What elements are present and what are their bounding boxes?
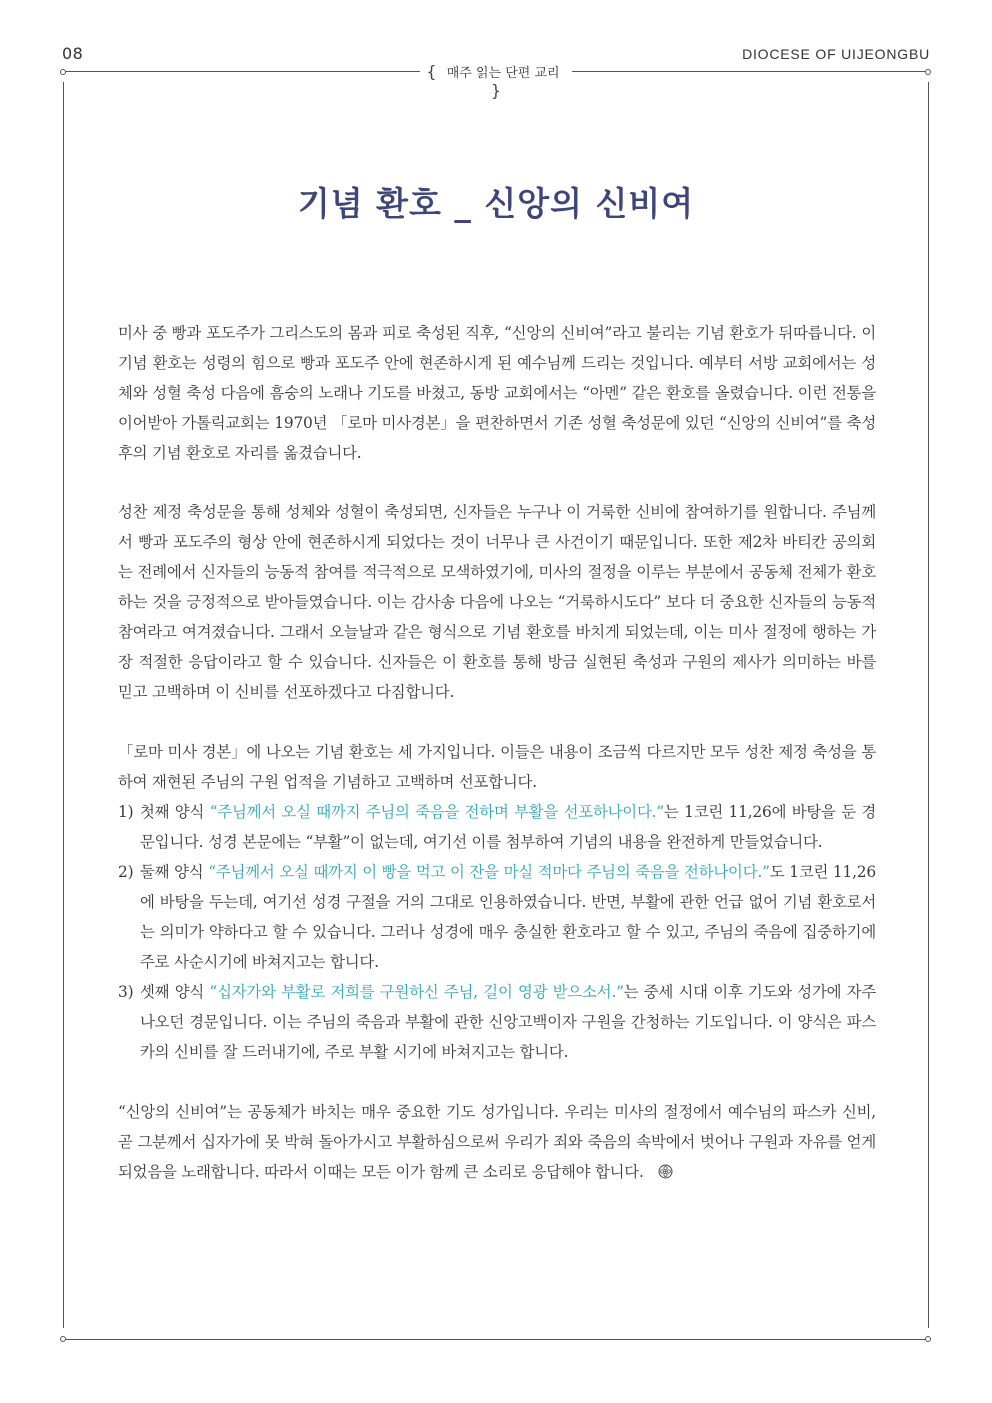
item-lead: 둘째 양식 <box>140 863 209 881</box>
item-lead: 첫째 양식 <box>140 803 210 821</box>
item-text: 는 1코린 11,26에 바탕을 둔 경문입니다. 성경 본문에는 “부활”이 없는데, 여기선 이를 첨부하여 기념의 내용을 완전하게 만들었습니다. <box>140 803 876 851</box>
acclamation-quote: “주님께서 오실 때까지 주님의 죽음을 전하며 부활을 선포하나이다.” <box>209 803 664 821</box>
paragraph-intro: 미사 중 빵과 포도주가 그리스도의 몸과 피로 축성된 직후, “신앙의 신비여”라고 불리는 기념 환호가 뒤따릅니다. 이 기념 환호는 성령의 힘으로 빵과 포도주 안에 현존하시게 된 예수님께 드리는 것입니다. 예부터 서방 교회에서는 성체와 성혈 축성 다음에 흠숭의 노래나 기도를 바쳤고, 동방 교회에서는 “아멘” 같은 환호를 올렸습니다. 이런 전통을 이어받아 가톨릭교회는 1970년 「로마 미사경본」을 편찬하면서 기존 성혈 축성문에 있던 “신앙의 신비여”를 축성 후의 기념 환호로 자리를 옮겼습니다. <box>118 324 876 462</box>
conclusion-text: “신앙의 신비여”는 공동체가 바치는 매우 중요한 기도 성가입니다. 우리는 미사의 절정에서 예수님의 파스카 신비, 곧 그분께서 십자가에 못 박혀 돌아가시고 부활하심으로써 우리가 죄와 죽음의 속박에서 벗어나 구원과 자유를 얻게 되었음을 노래합니다. 따라서 이때는 모든 이가 함께 큰 소리로 응답해야 합니다. <box>118 1103 876 1181</box>
item-text: 도 1코린 11,26에 바탕을 두는데, 여기선 성경 구절을 거의 그대로 인용하였습니다. 반면, 부활에 관한 언급 없어 기념 환호로서는 의미가 약하다고 할 수 있습니다. 그러나 성경에 매우 충실한 환호라고 할 수 있고, 주님의 죽음에 집중하기에 주로 사순시기에 바쳐지고는 합니다. <box>140 863 876 971</box>
frame-bottom-rule <box>64 1339 928 1340</box>
series-label <box>420 62 572 100</box>
frame-left-rule <box>63 82 64 1328</box>
paragraph-conclusion <box>118 1097 876 1187</box>
publisher-name: DIOCESE OF UIJEONGBU <box>742 46 930 62</box>
brace-open: { <box>426 62 437 81</box>
acclamation-item-2 <box>118 857 876 977</box>
item-number: 1) <box>118 803 134 821</box>
flower-ornament-icon <box>658 1164 673 1179</box>
page-number: 08 <box>62 44 84 63</box>
acclamation-quote: “주님께서 오실 때까지 이 빵을 먹고 이 잔을 마실 적마다 주님의 죽음을 전하나이다.” <box>208 863 770 881</box>
series-title: 매주 읽는 단편 교리 <box>446 66 560 81</box>
acclamation-quote: “십자가와 부활로 저희를 구원하신 주님, 길이 영광 받으소서.” <box>209 983 624 1001</box>
acclamation-item-3 <box>118 977 876 1067</box>
frame-corner-dot <box>925 69 931 75</box>
acclamation-item-1 <box>118 797 876 857</box>
frame-corner-dot <box>60 1336 66 1342</box>
brace-close: } <box>490 81 502 100</box>
paragraph-three-forms: 「로마 미사 경본」에 나오는 기념 환호는 세 가지입니다. 이들은 내용이 조금씩 다르지만 모두 성찬 제정 축성을 통하여 재현된 주님의 구원 업적을 기념하고 고백하며 선포합니다. <box>118 743 876 791</box>
item-number: 2) <box>118 863 134 881</box>
article-body <box>118 318 876 1187</box>
page-title: 기념 환호 _ 신앙의 신비여 <box>297 184 695 223</box>
item-text: 는 중세 시대 이후 기도와 성가에 자주 나오던 경문입니다. 이는 주님의 죽음과 부활에 관한 신앙고백이자 구원을 간청하는 기도입니다. 이 양식은 파스카의 신비를 잘 드러내기에, 주로 부활 시기에 바쳐지고는 합니다. <box>140 983 876 1061</box>
frame-corner-dot <box>60 69 66 75</box>
frame-corner-dot <box>925 1336 931 1342</box>
paragraph-participation: 성찬 제정 축성문을 통해 성체와 성혈이 축성되면, 신자들은 누구나 이 거룩한 신비에 참여하기를 원합니다. 주님께서 빵과 포도주의 형상 안에 현존하시게 되었다는 것이 너무나 큰 사건이기 때문입니다. 또한 제2차 바티칸 공의회는 전례에서 신자들의 능동적 참여를 적극적으로 모색하였기에, 미사의 절정을 이루는 부분에서 공동체 전체가 환호하는 것을 긍정적으로 받아들였습니다. 이는 감사송 다음에 나오는 “거룩하시도다” 보다 더 중요한 신자들의 능동적 참여라고 여겨졌습니다. 그래서 오늘날과 같은 형식으로 기념 환호를 바치게 되었는데, 이는 미사 절정에 행하는 가장 적절한 응답이라고 할 수 있습니다. 신자들은 이 환호를 통해 방금 실현된 축성과 구원의 제사가 의미하는 바를 믿고 고백하며 이 신비를 선포하겠다고 다짐합니다. <box>118 503 876 701</box>
frame-right-rule <box>928 82 929 1328</box>
item-number: 3) <box>118 983 134 1001</box>
item-lead: 셋째 양식 <box>140 983 210 1001</box>
